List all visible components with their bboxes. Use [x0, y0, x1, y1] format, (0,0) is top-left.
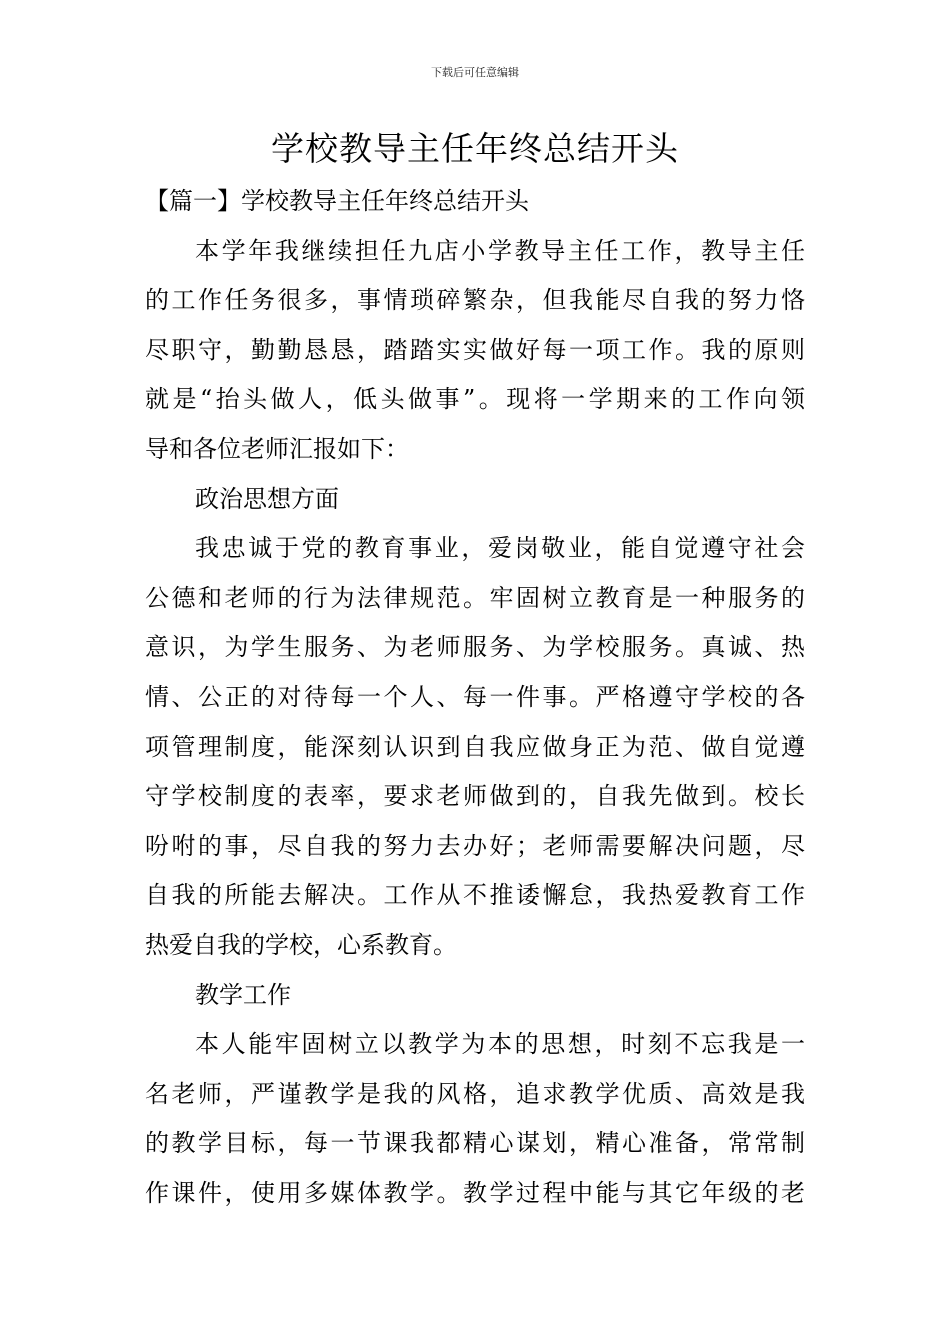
paragraph-line: 就是“抬头做人，低头做事”。现将一学期来的工作向领	[145, 385, 805, 414]
paragraph-line: 的教学目标，每一节课我都精心谋划，精心准备，常常制	[145, 1129, 805, 1158]
paragraph-line: 导和各位老师汇报如下：	[145, 434, 409, 463]
paragraph-line: 我忠诚于党的教育事业，爱岗敬业，能自觉遵守社会	[195, 534, 805, 563]
paragraph-line: 尽职守，勤勤恳恳，踏踏实实做好每一项工作。我的原则	[145, 335, 805, 364]
section-label: 【篇一】学校教导主任年终总结开头	[145, 187, 529, 215]
paragraph-line: 本学年我继续担任九店小学教导主任工作，教导主任	[195, 236, 805, 265]
paragraph-line: 名老师，严谨教学是我的风格，追求教学优质、高效是我	[145, 1079, 805, 1108]
paragraph-line: 情、公正的对待每一个人、每一件事。严格遵守学校的各	[145, 682, 805, 711]
document-body	[145, 177, 805, 1218]
paragraph-line: 公德和老师的行为法律规范。牢固树立教育是一种服务的	[145, 583, 805, 612]
paragraph-line: 守学校制度的表率，要求老师做到的，自我先做到。校长	[145, 782, 805, 811]
paragraph-line: 的工作任务很多，事情琐碎繁杂，但我能尽自我的努力恪	[145, 286, 805, 315]
paragraph-line: 吩咐的事，尽自我的努力去办好；老师需要解决问题，尽	[145, 831, 805, 860]
paragraph-line: 本人能牢固树立以教学为本的思想，时刻不忘我是一	[195, 1030, 805, 1059]
page-header-note: 下载后可任意编辑	[431, 66, 519, 79]
paragraph-line: 热爱自我的学校，心系教育。	[145, 930, 457, 959]
paragraph-line: 作课件，使用多媒体教学。教学过程中能与其它年级的老	[145, 1178, 805, 1207]
paragraph-line: 自我的所能去解决。工作从不推诿懈怠，我热爱教育工作	[145, 881, 805, 910]
subheading-teaching: 教学工作	[195, 980, 291, 1009]
document-title: 学校教导主任年终总结开头	[271, 129, 679, 168]
paragraph-line: 项管理制度，能深刻认识到自我应做身正为范、做自觉遵	[145, 732, 805, 761]
paragraph-line: 意识，为学生服务、为老师服务、为学校服务。真诚、热	[145, 633, 805, 662]
subheading-political: 政治思想方面	[195, 484, 339, 513]
